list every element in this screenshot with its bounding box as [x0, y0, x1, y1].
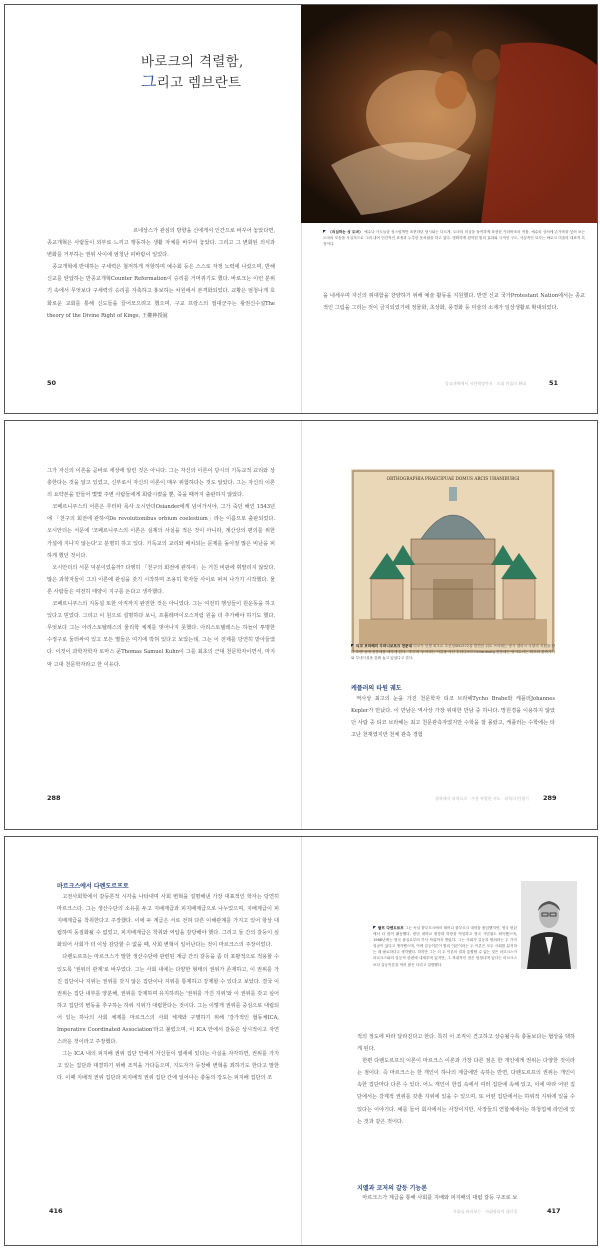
- right-body-text: [351, 693, 555, 741]
- paragraph: 코페르니쿠스의 이론은 루터파 목사 오시안더Osiander에게 넘어가서야, 그가 죽던 해인 1543년에 「천구의 회전에 관하여De revolutionibus orbium coelestium」라는 이름으로 출판되었다. 오시안더는 서문에 '코페르니쿠스의 이론은 실제의 사실을 적은 것이 아니라, 계산상의 편의를 위한 가설에 지나지 않는다'고 분명히 하고 있다. 기독교의 교리와 배치되는 문제를 돌아질 많은 비난을 피하게 했던 것이다.: [47, 504, 275, 559]
- paragraph: 르네상스가 관심의 방향을 신에게서 인간으로 바꾸어 놓았다면, 종교개혁은 사람들이 외부로 느끼고 행동하는 생활 자체를 바꾸어 놓았다. 그리고 그 변화된 의식과 변화를 거부하는 권위 사이에 엄청난 피바람이 일었다.: [47, 228, 275, 259]
- spread-2: [4, 420, 598, 830]
- left-body-text: [47, 465, 275, 671]
- page-number-left: 50: [47, 379, 57, 387]
- spread-3: [4, 836, 598, 1246]
- caption-text: 티코가 인생 최초로 초신성SN1572을 발견한 뒤로 브라헤는 당시 덴마크 국왕의 지원을 받아 흐벤 섬에 천문대를 세우게 된다. '우주의 성'이라는 이름을 지닌 우라니보르크Uraniborg 천문대는 당시로서는 최고의 관측기기와 부대시설을 갖춰 놓고 있었다고 한다.: [351, 644, 555, 661]
- painting-image: [301, 5, 597, 223]
- paragraph: 오시안더의 서문 덕분이었을까? 다행히 「천구의 회전에 관하여」는 거친 비판에 휘말리지 않았다. 많은 과학자들이 그의 이론에 관심을 갖기 시작하며 조용히 학자들 사이로 퍼져 나가기 시작했다. 물론 사람들은 여전히 태양이 지구를 돈다고 생각했다.: [47, 564, 275, 595]
- paragraph: 종교개혁에 반대하는 구세력은 철저하게 저항하며 예수회 등은 스스로 자정 노력에 나섰으며, 반해 신교를 탄압하는 반종교개혁Counter Reformation이 승리를 거머쥐기도 했다. 바로크는 이런 분위기 속에서 무엇보다 구세력의 승리를 자축하고 홍보하는 차원에서 본격화되었다. 교황은 엄청나게 호화로운 교회를 통해 신도들을 끌어모으려고 했으며, 구교 프랑스의 절대군주는 왕권신수설The theory of the Divine Right of Kings, 王權神授說: [47, 264, 275, 319]
- left-body-text: [57, 891, 279, 1085]
- right-body-text: [323, 290, 585, 314]
- paragraph: 다렌도르프는 마르크스가 말한 생산수단에 관련된 계급 간의 갈등을 좀 더 포괄적으로 적용할 수 있도록 '권위의 관계'로 바꾸었다. 그는 사회 내에는 다양한 형태의 권위가 존재하고, 이 권위를 가진 집단이나 지위는 권위를 갖지 않은 집단이나 지위를 통제하고 강제할 수 있다고 보았다. 결국 이 권위는 집단 내부를 양분해, 권위를 강제하며 유지하려는 '권위를 가진 지위'와 이 권위를 갖고 싶어하고 집단의 변동을 추구하는 하위 지위가 대립한다는 것이다. 그는 이렇게 권위를 중심으로 대립되어 있는 하나의 사회 체제를 마르크스의 사회 체계와 구별하기 위해 '강가적인 협동체ICA, Imperative Coordinated Association'라고 불렀으며, 이 ICA 안에서 갈등은 상시적이고 자연스러운 것이라고 주장했다.: [57, 954, 279, 1046]
- gutter: [301, 421, 302, 829]
- paragraph: 적의 정도에 따라 달라진다고 한다. 특히 이 조직이 견고하고 상승될수록 충돌보다는 협상을 택하게 된다.: [357, 1034, 575, 1053]
- right-body-text: [357, 1031, 575, 1128]
- page-number-right: 289: [543, 794, 557, 802]
- right-body-text-continued: [357, 1192, 575, 1204]
- portrait-photo: [521, 881, 577, 969]
- caption-title: 티코 브라헤의 우라니보르크 천문대: [356, 644, 412, 648]
- page-number-right: 51: [549, 379, 559, 387]
- title-line-1: 바로크의 격렬함,: [141, 54, 244, 70]
- section-heading: 케플러의 타원 궤도: [351, 685, 402, 692]
- caption-marker-icon: [373, 926, 376, 929]
- caption-marker-icon: [323, 230, 326, 233]
- page-number-left: 416: [49, 1207, 63, 1215]
- section-heading: 마르크스에서 다렌도르프로: [57, 883, 129, 890]
- portrait-caption: [373, 925, 517, 968]
- paragraph: 한편 다렌도르프의 이론이 마르크스 이론과 가장 다른 점은 한 개인에게 권위는 다양한 것이라는 점이다. 즉 마르크스는 한 개인이 하나의 계급에만 속하는 반면, 다렌도르프의 권위는 개인이 속한 집단마다 다른 수 있다. 어느 개인이 한집 속에서 여러 집단에 속해 있고, 이에 따라 어떤 집단에서는 강제적 권위를 갖춘 지위에 있을 수 있으며, 또 어떤 집단에서는 하위적 지위에 있을 수 있다는 이야기다. 예를 들어 회사에서는 사장이지만, 사장들의 연합체에서는 하청업체 라인에 있는 것과 같은 것이다.: [357, 1058, 575, 1125]
- running-head-right: 종교개혁에서 시민혁명까지 · 르네 미술의 확대: [445, 381, 527, 386]
- running-head-right: 사회를 바라보는 · 사회학과의 대기장: [453, 1209, 518, 1214]
- spread-1: [4, 4, 598, 414]
- paragraph: 을 내세우며 자신의 위대함을 찬양하기 위해 예술 활동을 지원했다. 반면 신교 국가Protestant Nation에서는 종교적인 그림을 그리는 것이 금지되었기에 정물화, 초상화, 풍경화 등 미술의 소재가 일상생활로 확대되었다.: [323, 293, 585, 312]
- running-head-right: 철학에서 과학으로 · 가장 특별한 지도 · 과학의 탄생기: [435, 796, 529, 801]
- chapter-title: [141, 53, 244, 93]
- plate-caption: [351, 643, 555, 661]
- section-heading: 지멜과 코저의 갈등 기능론: [357, 1185, 428, 1192]
- page-number-left: 288: [47, 794, 61, 802]
- painting-caption: [323, 229, 585, 247]
- title-accent-letter: 그: [141, 72, 157, 91]
- paragraph: 코페르니쿠스의 지동설 또한 아직까지 완전한 것은 아니었다. 그는 여전히 행성들이 원운동을 하고 있다고 믿었다. 그리고 이 원으로 설명하다 보니, 프톨레마이오스처럼 원을 더 추가해야 하기도 했다. 무엇보다 그는 아리스토텔레스의 물리학 체계를 벗어나지 못했다. 아리스토텔레스는 하늘이 투명한 수정구로 둘러싸여 있고 모든 별들은 여기에 박혀 있다고 보았는데, 그는 이 전제를 당연히 받아들였다. 이것이 과학자학자 토마스 쿤Thomas Samuel Kuhn이 그를 최초의 근대 천문학자이면서, 마지막 고대 천문학자라고 한 이유다.: [47, 601, 275, 668]
- title-line-2: [141, 72, 244, 93]
- paragraph: 고전사회학에서 갈등론적 시각을 나타내며 사회 변혁을 설명해낸 가장 대표적인 학자는 당연히 마르크스다. 그는 생산수단의 소유를 두고 지배계급과 피지배계급으로 나누었으며, 지배계급이 피지배계급을 착취한다고 주장했다. 이에 두 계급은 서로 전혀 다른 이해관계를 가지고 있어 항상 대립하며 동질화될 수 없었고, 피지배계급은 착취와 억압을 감당해야 했다. 그리고 둘 간의 갈등이 심화되어 사회가 더 이상 감당할 수 없을 때, 사회 변혁이 일어난다는 것이 마르크스의 주장이었다.: [57, 894, 279, 949]
- page-number-right: 417: [547, 1207, 561, 1215]
- plate-header-text: ORTHOGRAPHIA PRAECIPUAE DOMUS ARCIS URANIBURGI: [386, 476, 520, 481]
- paragraph: 그가 자신의 이론을 곧바로 세상에 알린 것은 아니다. 그는 자신의 이론이 당시의 기독교적 교리와 상충한다는 것을 알고 있었고, 신부로서 자신의 이론이 매우 위험하다는 것도 알았다. 그는 자신의 이론의 요약본을 만들어 몇몇 주변 사람들에게 회람시켰을 뿐, 죽을 때까지 출판하지 않았다.: [47, 468, 275, 499]
- paragraph: 마르크스가 계급을 통해 사회를 지배와 피지배의 대립 갈등 구조로 보: [362, 1195, 518, 1201]
- paragraph: 그는 ICA 내의 피지배 권위 집단 안에서 자신들이 열세에 있다는 사실을 자각하면, 권위를 가지고 있는 집단과 대결하기 위해 조직을 가다듬으며, 지도자가 등장해 변혁을 꾀하기도 한다고 말한다. 이때 지배적 권위 집단과 피지배적 권위 집단 간에 일어나는 충돌의 강도는 피지배 집단의 조: [57, 1051, 279, 1082]
- title-line-2-rest: 리고 렘브란트: [156, 75, 242, 91]
- observatory-plate-image: [351, 469, 555, 653]
- paragraph: 역사상 최고의 눈을 가진 천문학자 티코 브라헤Tycho Brahe와 케플러Johannes Kepler가 만났다. 이 만남은 역사상 가장 위대한 만남 중 하나다. 망원경을 이용하지 않았던 사람 중 티코 브라헤는 최고 천문관측자였지만 수학을 잘 몰랐고, 케플러는 수학에는 타고난 천재였지만 천체 관측 경험: [351, 696, 555, 739]
- caption-title: 〈의심하는 성 도마〉: [328, 230, 363, 234]
- caption-marker-icon: [351, 644, 354, 647]
- caption-text: 예수나 사도들을 성스럽게만 표현하던 당시와는 다르게, 도마의 의심을 솔직하게 표현한 카라바조의 작품. 예수의 상처에 손가락을 넣어 보는 도마의 모습을 사실적으로 그려 내어 인간적인 표정과 누추한 옷차림을 하고 있다. 명확하게 집약된 빛의 효과와 극적인 구도, 사실적인 묘사는 바로크 미술의 대표적 특징이다.: [323, 230, 585, 247]
- caption-text: 그는 독일 함부르크에서 태어나 함부르크 대학을 졸업했지만, 영국 런던에서 더 많이 활동했다. 런던 대학교 정경대 학장을 역임하고 영국 시민권도 획득했으며, 1988년에는 영국 왕실로부터 기사 작위까지 받았다. 그는 사회가 갈등과 합의라는 두 가지 얼굴이 있다고 생각했으며, 이에 갈등이론이 합의 이론이라는 두 이론은 모두 사회를 분석하는 데 필요하다고 생각했다. 하지만 그는 더 두 이론의 결과 통합할 수 없는 것은 마르크스가 마르크스와의 갈등적 한편에 내세우며 있지만, 그 착취적인 점은 엄청나며 있다는 마르크스 보다 갈등이론을 여러 많은 다리고 설명했다.: [373, 926, 517, 967]
- left-body-text: [47, 225, 275, 322]
- gutter: [301, 837, 302, 1245]
- caption-title: 랄프 다렌도르프: [378, 926, 404, 930]
